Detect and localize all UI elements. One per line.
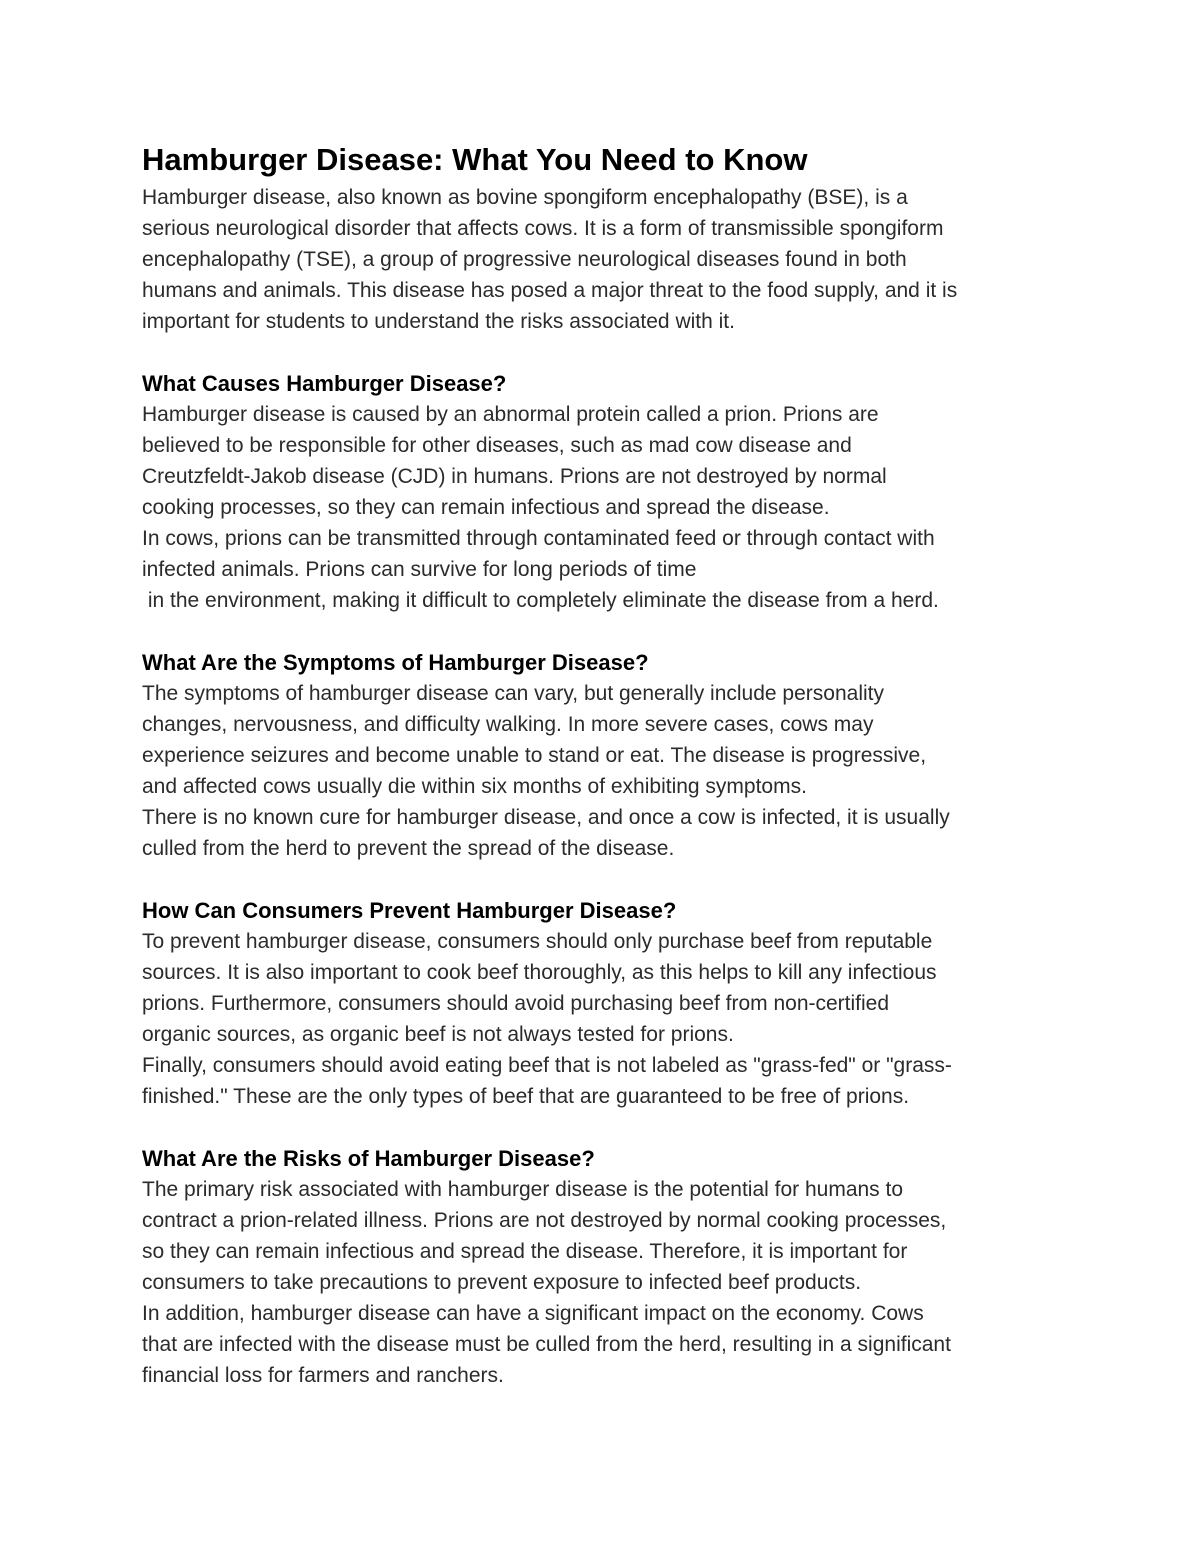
intro-line: encephalopathy (TSE), a group of progressive neurological diseases found in both <box>142 248 907 271</box>
body-line: so they can remain infectious and spread the disease. Therefore, it is important for <box>142 1240 908 1263</box>
body-line: Finally, consumers should avoid eating beef that is not labeled as "grass-fed" or "grass- <box>142 1054 952 1077</box>
body-line: that are infected with the disease must be culled from the herd, resulting in a significant <box>142 1333 951 1356</box>
body-line: sources. It is also important to cook beef thoroughly, as this helps to kill any infectious <box>142 961 937 984</box>
body-line: finished." These are the only types of beef that are guaranteed to be free of prions. <box>142 1085 910 1108</box>
body-line: believed to be responsible for other diseases, such as mad cow disease and <box>142 434 852 457</box>
body-line: The primary risk associated with hamburger disease is the potential for humans to <box>142 1178 904 1201</box>
intro-line: serious neurological disorder that affects cows. It is a form of transmissible spongiform <box>142 217 944 240</box>
section-spacer <box>142 864 1082 895</box>
body-line: The symptoms of hamburger disease can vary, but generally include personality <box>142 682 884 705</box>
section-causes <box>142 368 1082 616</box>
body-line: experience seizures and become unable to stand or eat. The disease is progressive, <box>142 744 927 767</box>
body-line: in the environment, making it difficult to completely eliminate the disease from a herd. <box>142 589 939 612</box>
section-body-risks <box>142 1174 1082 1391</box>
intro-line: humans and animals. This disease has posed a major threat to the food supply, and it is <box>142 279 958 302</box>
body-line: infected animals. Prions can survive for long periods of time <box>142 558 697 581</box>
section-heading-risks: What Are the Risks of Hamburger Disease? <box>142 1146 595 1171</box>
body-line: culled from the herd to prevent the spread of the disease. <box>142 837 675 860</box>
section-heading-prevention: How Can Consumers Prevent Hamburger Disease? <box>142 898 677 923</box>
section-body-symptoms <box>142 678 1082 864</box>
body-line: cooking processes, so they can remain infectious and spread the disease. <box>142 496 830 519</box>
section-spacer <box>142 337 1082 368</box>
section-heading-causes: What Causes Hamburger Disease? <box>142 371 507 396</box>
body-line: To prevent hamburger disease, consumers should only purchase beef from reputable <box>142 930 933 953</box>
body-line: consumers to take precautions to prevent exposure to infected beef products. <box>142 1271 862 1294</box>
section-risks <box>142 1143 1082 1391</box>
section-body-causes <box>142 399 1082 616</box>
section-symptoms <box>142 647 1082 864</box>
document-title: Hamburger Disease: What You Need to Know <box>142 142 808 177</box>
intro-line: Hamburger disease, also known as bovine spongiform encephalopathy (BSE), is a <box>142 186 908 209</box>
body-line: and affected cows usually die within six months of exhibiting symptoms. <box>142 775 807 798</box>
body-line: prions. Furthermore, consumers should avoid purchasing beef from non-certified <box>142 992 890 1015</box>
intro-line: important for students to understand the risks associated with it. <box>142 310 735 333</box>
body-line: contract a prion-related illness. Prions are not destroyed by normal cooking processes, <box>142 1209 947 1232</box>
section-spacer <box>142 616 1082 647</box>
body-line: changes, nervousness, and difficulty walking. In more severe cases, cows may <box>142 713 874 736</box>
body-line: There is no known cure for hamburger disease, and once a cow is infected, it is usually <box>142 806 950 829</box>
body-line: In cows, prions can be transmitted through contaminated feed or through contact with <box>142 527 935 550</box>
section-spacer <box>142 1112 1082 1143</box>
body-line: Hamburger disease is caused by an abnormal protein called a prion. Prions are <box>142 403 879 426</box>
intro-paragraph <box>142 182 1082 337</box>
section-heading-symptoms: What Are the Symptoms of Hamburger Disease? <box>142 650 649 675</box>
document-page <box>142 138 1082 1391</box>
body-line: financial loss for farmers and ranchers. <box>142 1364 504 1387</box>
section-prevention <box>142 895 1082 1112</box>
body-line: Creutzfeldt-Jakob disease (CJD) in humans. Prions are not destroyed by normal <box>142 465 887 488</box>
section-body-prevention <box>142 926 1082 1112</box>
body-line: In addition, hamburger disease can have a significant impact on the economy. Cows <box>142 1302 924 1325</box>
body-line: organic sources, as organic beef is not always tested for prions. <box>142 1023 734 1046</box>
